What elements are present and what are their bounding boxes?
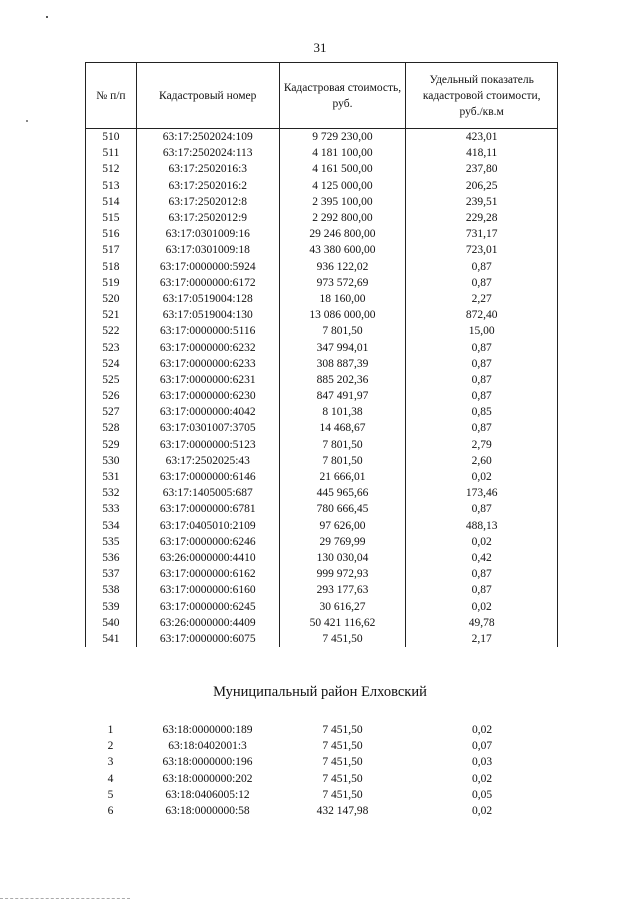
cadastral-number: 63:17:0000000:6245 xyxy=(136,598,279,614)
table-row xyxy=(86,420,558,436)
specific-value: 2,17 xyxy=(406,631,558,647)
cadastral-number: 63:17:0000000:6232 xyxy=(136,339,279,355)
cadastral-value: 21 666,01 xyxy=(279,469,406,485)
row-number: 514 xyxy=(86,194,137,210)
table-row xyxy=(85,754,558,770)
row-number: 513 xyxy=(86,178,137,194)
cadastral-value: 14 468,67 xyxy=(279,420,406,436)
cadastral-value: 999 972,93 xyxy=(279,566,406,582)
cadastral-value: 7 451,50 xyxy=(322,772,363,785)
cadastral-number: 63:18:0000000:189 xyxy=(162,724,253,737)
cadastral-number: 63:18:0402001:3 xyxy=(168,740,247,753)
table-row xyxy=(86,323,558,339)
page-edge-line xyxy=(0,898,130,899)
table-row xyxy=(86,372,558,388)
cadastral-value: 29 246 800,00 xyxy=(279,226,406,242)
specific-value: 423,01 xyxy=(406,129,558,146)
cadastral-value: 7 801,50 xyxy=(279,453,406,469)
row-number: 1 xyxy=(107,724,114,737)
table-row xyxy=(86,145,558,161)
table-row xyxy=(86,453,558,469)
specific-value: 0,05 xyxy=(471,788,493,801)
specific-value: 49,78 xyxy=(406,615,558,631)
cadastral-value: 97 626,00 xyxy=(279,518,406,534)
specific-value: 229,28 xyxy=(406,210,558,226)
cadastral-value: 9 729 230,00 xyxy=(279,129,406,146)
row-number: 511 xyxy=(86,145,137,161)
table-row xyxy=(85,771,558,787)
cadastral-value: 130 030,04 xyxy=(279,550,406,566)
specific-value: 0,87 xyxy=(406,275,558,291)
row-number: 516 xyxy=(86,226,137,242)
cadastral-number: 63:17:0000000:6146 xyxy=(136,469,279,485)
row-number: 530 xyxy=(86,453,137,469)
table-row xyxy=(86,356,558,372)
cadastral-number: 63:17:2502012:8 xyxy=(136,194,279,210)
table-row xyxy=(86,598,558,614)
cadastral-number: 63:17:0000000:6781 xyxy=(136,501,279,517)
cadastral-value: 7 451,50 xyxy=(322,756,363,769)
table-row xyxy=(86,582,558,598)
row-number: 531 xyxy=(86,469,137,485)
specific-value: 0,87 xyxy=(406,259,558,275)
cadastral-value: 29 769,99 xyxy=(279,534,406,550)
specific-value: 0,87 xyxy=(406,356,558,372)
cadastral-number: 63:18:0000000:202 xyxy=(162,772,253,785)
table-row xyxy=(86,534,558,550)
row-number: 517 xyxy=(86,242,137,258)
specific-value: 418,11 xyxy=(406,145,558,161)
table-row xyxy=(86,615,558,631)
specific-value: 0,02 xyxy=(471,805,493,818)
table-row xyxy=(86,259,558,275)
cadastral-number: 63:17:2502012:9 xyxy=(136,210,279,226)
row-number: 4 xyxy=(107,772,114,785)
specific-value: 0,02 xyxy=(406,598,558,614)
specific-value: 239,51 xyxy=(406,194,558,210)
table-row xyxy=(86,550,558,566)
specific-value: 0,02 xyxy=(406,469,558,485)
cadastral-value: 18 160,00 xyxy=(279,291,406,307)
table-header-row xyxy=(86,63,558,129)
cadastral-value: 347 994,01 xyxy=(279,339,406,355)
cadastral-number: 63:17:0000000:4042 xyxy=(136,404,279,420)
row-number: 533 xyxy=(86,501,137,517)
cadastral-number: 63:26:0000000:4409 xyxy=(136,615,279,631)
specific-value: 488,13 xyxy=(406,518,558,534)
cadastral-number: 63:17:0301009:18 xyxy=(136,242,279,258)
table-row xyxy=(85,738,558,754)
cadastral-value: 973 572,69 xyxy=(279,275,406,291)
cadastral-value: 432 147,98 xyxy=(316,805,369,818)
specific-value: 0,87 xyxy=(406,372,558,388)
cadastral-number: 63:17:0301007:3705 xyxy=(136,420,279,436)
cadastral-number: 63:17:2502025:43 xyxy=(136,453,279,469)
cadastral-value: 13 086 000,00 xyxy=(279,307,406,323)
cadastral-value: 4 161 500,00 xyxy=(279,161,406,177)
table-row xyxy=(86,518,558,534)
row-number: 529 xyxy=(86,437,137,453)
row-number: 2 xyxy=(107,740,114,753)
header-cadastral-number: Кадастровый номер xyxy=(136,63,279,129)
table-row xyxy=(86,161,558,177)
specific-value: 0,07 xyxy=(471,740,493,753)
row-number: 532 xyxy=(86,485,137,501)
row-number: 3 xyxy=(107,756,114,769)
row-number: 5 xyxy=(107,788,114,801)
cadastral-number: 63:18:0406005:12 xyxy=(165,788,250,801)
row-number: 6 xyxy=(107,805,114,818)
table-body xyxy=(86,129,558,648)
section-title: Муниципальный район Елховский xyxy=(213,684,427,700)
cadastral-value: 780 666,45 xyxy=(279,501,406,517)
specific-value: 173,46 xyxy=(406,485,558,501)
row-number: 512 xyxy=(86,161,137,177)
cadastral-number: 63:17:0000000:6230 xyxy=(136,388,279,404)
specific-value: 0,02 xyxy=(406,534,558,550)
cadastral-number: 63:17:2502024:109 xyxy=(136,129,279,146)
specific-value: 237,80 xyxy=(406,161,558,177)
scan-speck xyxy=(46,16,48,18)
row-number: 541 xyxy=(86,631,137,647)
table-row xyxy=(86,437,558,453)
cadastral-number: 63:17:0000000:6075 xyxy=(136,631,279,647)
specific-value: 0,42 xyxy=(406,550,558,566)
cadastral-value: 4 125 000,00 xyxy=(279,178,406,194)
row-number: 525 xyxy=(86,372,137,388)
table-row xyxy=(86,242,558,258)
specific-value: 2,79 xyxy=(406,437,558,453)
specific-value: 0,02 xyxy=(471,772,493,785)
cadastral-number: 63:17:0405010:2109 xyxy=(136,518,279,534)
row-number: 523 xyxy=(86,339,137,355)
table-row xyxy=(86,469,558,485)
cadastral-number: 63:17:0000000:6233 xyxy=(136,356,279,372)
specific-value: 0,87 xyxy=(406,339,558,355)
cadastral-value: 7 451,50 xyxy=(322,724,363,737)
cadastral-value: 293 177,63 xyxy=(279,582,406,598)
specific-value: 0,03 xyxy=(471,756,493,769)
cadastral-value: 43 380 600,00 xyxy=(279,242,406,258)
specific-value: 0,87 xyxy=(406,582,558,598)
cadastral-value: 4 181 100,00 xyxy=(279,145,406,161)
section-table-body xyxy=(85,722,558,819)
table-row xyxy=(86,404,558,420)
table-row xyxy=(86,339,558,355)
cadastral-number: 63:18:0000000:196 xyxy=(162,756,253,769)
cadastral-value: 308 887,39 xyxy=(279,356,406,372)
specific-value: 723,01 xyxy=(406,242,558,258)
row-number: 527 xyxy=(86,404,137,420)
table-row xyxy=(86,210,558,226)
table-row xyxy=(85,803,558,819)
row-number: 539 xyxy=(86,598,137,614)
row-number: 534 xyxy=(86,518,137,534)
cadastral-number: 63:17:0301009:16 xyxy=(136,226,279,242)
row-number: 520 xyxy=(86,291,137,307)
cadastral-number: 63:17:0000000:6231 xyxy=(136,372,279,388)
cadastral-value: 847 491,97 xyxy=(279,388,406,404)
table-row xyxy=(85,787,558,803)
table-row xyxy=(86,485,558,501)
cadastral-value: 7 451,50 xyxy=(322,740,363,753)
header-cadastral-value: Кадастровая стоимость, руб. xyxy=(279,63,406,129)
specific-value: 872,40 xyxy=(406,307,558,323)
row-number: 515 xyxy=(86,210,137,226)
table-row xyxy=(86,566,558,582)
row-number: 524 xyxy=(86,356,137,372)
header-number: № п/п xyxy=(86,63,137,129)
specific-value: 0,87 xyxy=(406,420,558,436)
specific-value: 2,27 xyxy=(406,291,558,307)
cadastral-value: 7 801,50 xyxy=(279,323,406,339)
cadastral-value: 8 101,38 xyxy=(279,404,406,420)
cadastral-number: 63:17:0000000:5123 xyxy=(136,437,279,453)
cadastral-value: 30 616,27 xyxy=(279,598,406,614)
specific-value: 206,25 xyxy=(406,178,558,194)
table-row xyxy=(86,501,558,517)
table-row xyxy=(86,275,558,291)
row-number: 519 xyxy=(86,275,137,291)
row-number: 540 xyxy=(86,615,137,631)
cadastral-number: 63:17:1405005:687 xyxy=(136,485,279,501)
cadastral-table xyxy=(85,62,558,647)
row-number: 536 xyxy=(86,550,137,566)
table-row xyxy=(86,129,558,146)
specific-value: 2,60 xyxy=(406,453,558,469)
specific-value: 0,02 xyxy=(471,724,493,737)
row-number: 521 xyxy=(86,307,137,323)
cadastral-number: 63:26:0000000:4410 xyxy=(136,550,279,566)
specific-value: 0,87 xyxy=(406,501,558,517)
row-number: 510 xyxy=(86,129,137,146)
cadastral-value: 7 451,50 xyxy=(322,788,363,801)
table-row xyxy=(86,194,558,210)
cadastral-number: 63:17:0000000:6246 xyxy=(136,534,279,550)
cadastral-number: 63:17:0000000:5116 xyxy=(136,323,279,339)
table-row xyxy=(86,226,558,242)
cadastral-number: 63:17:0000000:6162 xyxy=(136,566,279,582)
cadastral-number: 63:17:0000000:6160 xyxy=(136,582,279,598)
cadastral-number: 63:17:2502024:113 xyxy=(136,145,279,161)
table-row xyxy=(86,178,558,194)
specific-value: 0,87 xyxy=(406,566,558,582)
row-number: 526 xyxy=(86,388,137,404)
table-row xyxy=(86,388,558,404)
header-specific-value: Удельный показатель кадастровой стоимости, руб./кв.м xyxy=(406,63,558,129)
cadastral-value: 445 965,66 xyxy=(279,485,406,501)
scan-speck xyxy=(26,120,28,122)
section-table xyxy=(85,722,558,819)
row-number: 535 xyxy=(86,534,137,550)
cadastral-number: 63:17:0519004:130 xyxy=(136,307,279,323)
specific-value: 0,87 xyxy=(406,388,558,404)
row-number: 518 xyxy=(86,259,137,275)
row-number: 522 xyxy=(86,323,137,339)
table-row xyxy=(86,307,558,323)
cadastral-number: 63:17:0000000:5924 xyxy=(136,259,279,275)
cadastral-value: 2 292 800,00 xyxy=(279,210,406,226)
cadastral-value: 50 421 116,62 xyxy=(279,615,406,631)
cadastral-number: 63:17:2502016:3 xyxy=(136,161,279,177)
row-number: 537 xyxy=(86,566,137,582)
cadastral-value: 885 202,36 xyxy=(279,372,406,388)
cadastral-number: 63:17:0519004:128 xyxy=(136,291,279,307)
cadastral-number: 63:17:0000000:6172 xyxy=(136,275,279,291)
specific-value: 15,00 xyxy=(406,323,558,339)
table-row xyxy=(86,631,558,647)
cadastral-value: 7 451,50 xyxy=(279,631,406,647)
page-number: 31 xyxy=(313,40,327,55)
specific-value: 0,85 xyxy=(406,404,558,420)
cadastral-value: 2 395 100,00 xyxy=(279,194,406,210)
row-number: 538 xyxy=(86,582,137,598)
table-row xyxy=(86,291,558,307)
cadastral-number: 63:17:2502016:2 xyxy=(136,178,279,194)
cadastral-value: 7 801,50 xyxy=(279,437,406,453)
specific-value: 731,17 xyxy=(406,226,558,242)
table-row xyxy=(85,722,558,738)
row-number: 528 xyxy=(86,420,137,436)
cadastral-value: 936 122,02 xyxy=(279,259,406,275)
cadastral-number: 63:18:0000000:58 xyxy=(165,805,250,818)
